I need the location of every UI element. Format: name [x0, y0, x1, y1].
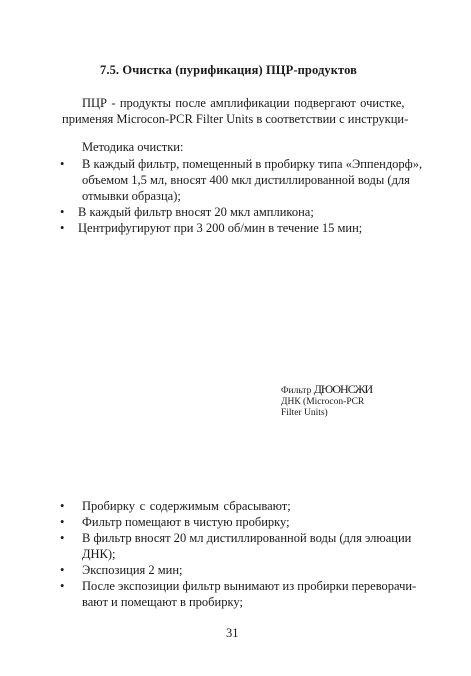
list-item	[0, 220, 471, 236]
list-item-line: вают и помещают в пробирку;	[82, 595, 243, 609]
list-item	[0, 204, 471, 220]
list-item	[0, 498, 471, 514]
list-item-line: Экспозиция 2 мин;	[82, 563, 183, 577]
intro-line-2: применяя Microcon-PCR Filter Units в соответствии с инструкци-	[62, 112, 409, 126]
list-item	[0, 562, 471, 578]
bullet-icon: •	[60, 563, 65, 577]
list-item-line: В каждый фильтр, помещенный в пробирку типа «Эппендорф»,	[82, 157, 423, 171]
figure-caption-line-1	[281, 384, 372, 397]
list-item-line: Пробирку с содержимым сбрасывают;	[82, 499, 291, 513]
list-item-line: отмывки образца);	[82, 189, 181, 203]
figure-caption-line-3: Filter Units)	[281, 408, 328, 418]
list-item	[0, 514, 471, 530]
bullet-icon: •	[60, 205, 65, 219]
figure-caption-prefix: Фильтр	[281, 386, 314, 396]
intro-paragraph	[62, 95, 408, 127]
method-label: Методика очистки:	[82, 140, 184, 154]
list-item-line: Фильтр помещают в чистую пробирку;	[82, 515, 290, 529]
bullet-icon: •	[60, 531, 65, 545]
list-item	[0, 578, 471, 610]
bullet-icon: •	[60, 221, 65, 235]
list-item-line: В фильтр вносят 20 мл дистиллированной воды (для элюации	[82, 531, 412, 545]
list-item-line: ДНК);	[82, 547, 116, 561]
bullet-icon: •	[60, 515, 65, 529]
bullet-icon: •	[60, 499, 65, 513]
intro-line-1: ПЦР - продукты после амплификации подвергают очистке,	[82, 96, 405, 110]
list-item-line: Центрифугируют при 3 200 об/мин в течение 15 мин;	[78, 221, 363, 235]
list-item-line: После экспозиции фильтр вынимают из пробирки переворачи-	[82, 579, 417, 593]
figure-caption	[281, 384, 372, 419]
list-item	[0, 530, 471, 562]
section-heading: 7.5. Очистка (пурификация) ПЦР-продуктов	[100, 63, 357, 77]
procedure-list-1	[0, 156, 471, 236]
bullet-icon: •	[60, 157, 65, 171]
page-number: 31	[226, 626, 239, 640]
figure-caption-overlap: ДЮОНСЖИ	[313, 382, 373, 396]
list-item-line: В каждый фильтр вносят 20 мкл ампликона;	[78, 205, 314, 219]
list-item	[0, 156, 471, 204]
list-item-line: объемом 1,5 мл, вносят 400 мкл дистиллированной воды (для	[82, 173, 410, 187]
procedure-list-2	[0, 498, 471, 610]
bullet-icon: •	[60, 579, 65, 593]
figure-caption-line-2: ДНК (Microcon-PCR	[281, 397, 365, 407]
